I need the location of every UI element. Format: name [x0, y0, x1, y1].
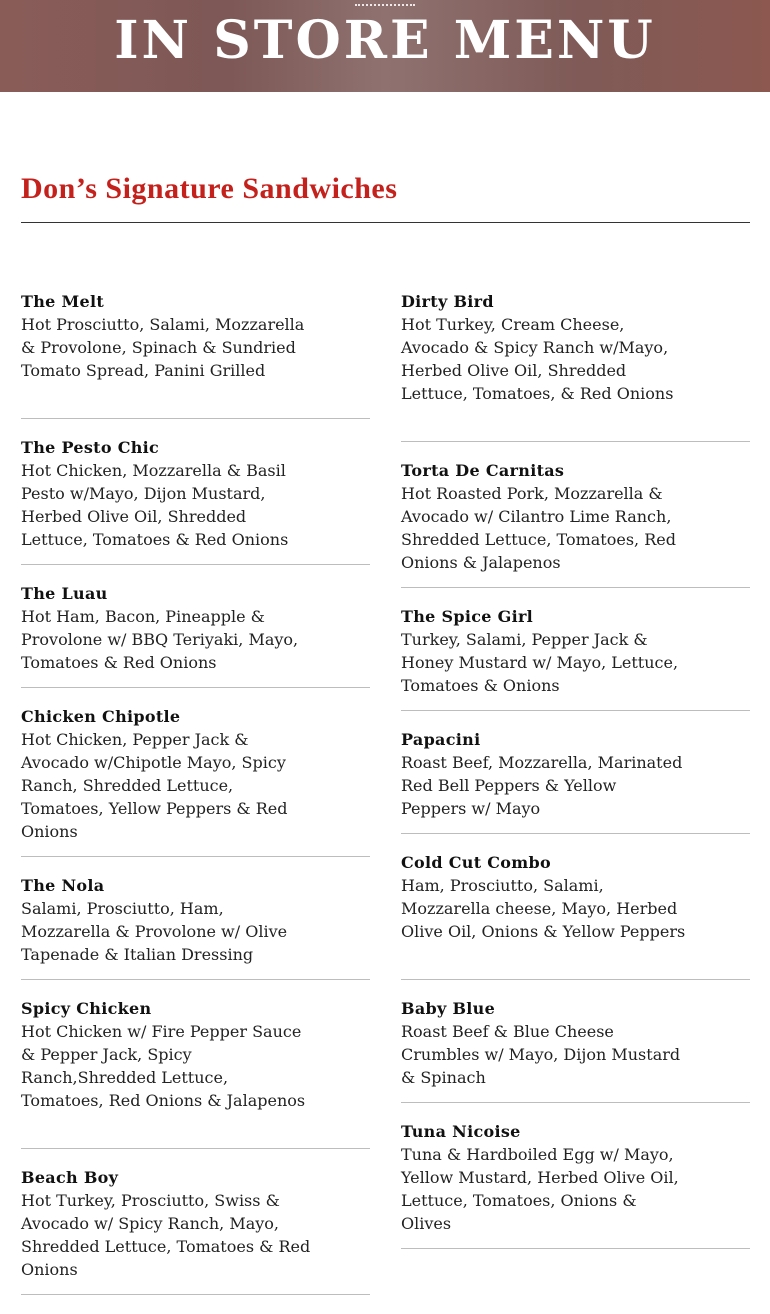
menu-item-description: Roast Beef, Mozzarella, Marinated Red Bell Peppers & Yellow Peppers w/ Mayo — [401, 753, 683, 818]
item-divider — [401, 833, 750, 834]
menu-item-name: The Luau — [21, 584, 108, 603]
menu-item-description: Hot Turkey, Prosciutto, Swiss & Avocado w/ Spicy Ranch, Mayo, Shredded Lettuce, Tomatoes & Red Onions — [21, 1191, 311, 1279]
menu-item-description: Ham, Prosciutto, Salami, Mozzarella cheese, Mayo, Herbed Olive Oil, Onions & Yellow Peppers — [401, 876, 686, 941]
menu-item-description: Hot Chicken w/ Fire Pepper Sauce & Pepper Jack, Spicy Ranch,Shredded Lettuce, Tomatoes, Red Onions & Jalapenos — [21, 1022, 306, 1110]
item-divider — [21, 979, 370, 980]
menu-item — [21, 290, 370, 418]
menu-item-name: The Nola — [21, 876, 105, 895]
item-divider — [401, 1102, 750, 1103]
item-divider — [21, 564, 370, 565]
item-divider — [21, 856, 370, 857]
menu-item-name: Spicy Chicken — [21, 999, 152, 1018]
menu-item-name: Chicken Chipotle — [21, 707, 181, 726]
menu-item-name: Tuna Nicoise — [401, 1122, 521, 1141]
item-divider — [21, 1148, 370, 1149]
menu-item-name: Dirty Bird — [401, 292, 494, 311]
item-divider — [21, 687, 370, 688]
item-divider — [401, 587, 750, 588]
item-divider — [401, 710, 750, 711]
menu-item-description: Turkey, Salami, Pepper Jack & Honey Mustard w/ Mayo, Lettuce, Tomatoes & Onions — [401, 630, 679, 695]
menu-column-left — [21, 290, 370, 1295]
menu-item-name: Cold Cut Combo — [401, 853, 551, 872]
menu-item — [401, 605, 750, 710]
menu-item-description: Hot Roasted Pork, Mozzarella & Avocado w/ Cilantro Lime Ranch, Shredded Lettuce, Tomatoes, Red Onions & Jalapenos — [401, 484, 676, 572]
menu-item-description: Hot Chicken, Mozzarella & Basil Pesto w/Mayo, Dijon Mustard, Herbed Olive Oil, Shredded Lettuce, Tomatoes & Red Onions — [21, 461, 289, 549]
page-title: IN STORE MENU — [114, 10, 656, 71]
menu-item — [21, 874, 370, 979]
logo-mark — [355, 0, 415, 6]
menu-item-name: The Spice Girl — [401, 607, 534, 626]
item-divider — [401, 1248, 750, 1249]
item-divider — [21, 418, 370, 419]
menu-item-description: Hot Turkey, Cream Cheese, Avocado & Spicy Ranch w/Mayo, Herbed Olive Oil, Shredded Lettuce, Tomatoes, & Red Onions — [401, 315, 674, 403]
menu-item — [401, 728, 750, 833]
menu-item — [401, 1120, 750, 1248]
menu-item-name: Torta De Carnitas — [401, 461, 565, 480]
menu-item-description: Hot Chicken, Pepper Jack & Avocado w/Chipotle Mayo, Spicy Ranch, Shredded Lettuce, Tomatoes, Yellow Peppers & Red Onions — [21, 730, 288, 841]
menu-item-description: Hot Prosciutto, Salami, Mozzarella & Provolone, Spinach & Sundried Tomato Spread, Panini Grilled — [21, 315, 305, 380]
item-divider — [21, 1294, 370, 1295]
menu-item-description: Hot Ham, Bacon, Pineapple & Provolone w/ BBQ Teriyaki, Mayo, Tomatoes & Red Onions — [21, 607, 299, 672]
menu-item — [401, 997, 750, 1102]
menu-item — [21, 705, 370, 856]
menu-item — [21, 997, 370, 1148]
menu-item-name: The Melt — [21, 292, 105, 311]
menu-item-name: Baby Blue — [401, 999, 496, 1018]
header-banner — [0, 0, 770, 92]
menu-item — [21, 582, 370, 687]
item-divider — [401, 979, 750, 980]
menu-item — [401, 459, 750, 587]
menu-column-right — [401, 290, 750, 1249]
menu-item-name: Papacini — [401, 730, 481, 749]
menu-item-description: Roast Beef & Blue Cheese Crumbles w/ Mayo, Dijon Mustard & Spinach — [401, 1022, 681, 1087]
menu-item — [21, 1166, 370, 1294]
item-divider — [401, 441, 750, 442]
section-title: Don’s Signature Sandwiches — [21, 172, 398, 205]
section-divider — [21, 222, 750, 223]
menu-item-description: Tuna & Hardboiled Egg w/ Mayo, Yellow Mustard, Herbed Olive Oil, Lettuce, Tomatoes, Onions & Olives — [401, 1145, 679, 1233]
menu-item-description: Salami, Prosciutto, Ham, Mozzarella & Provolone w/ Olive Tapenade & Italian Dressing — [21, 899, 288, 964]
menu-item-name: The Pesto Chic — [21, 438, 160, 457]
menu-item — [21, 436, 370, 564]
menu-item — [401, 851, 750, 979]
menu-item — [401, 290, 750, 441]
menu-item-name: Beach Boy — [21, 1168, 119, 1187]
